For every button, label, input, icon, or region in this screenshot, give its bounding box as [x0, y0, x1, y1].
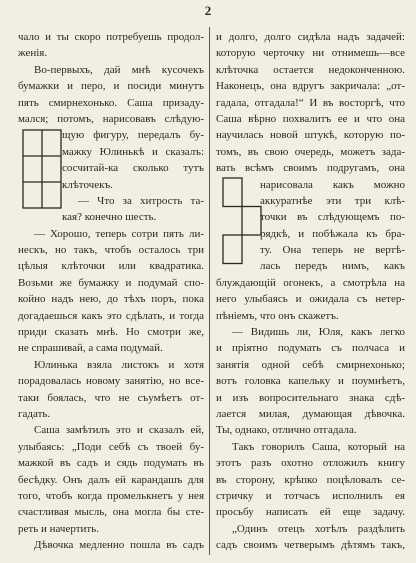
text-line: счастливая мысль, она могла бы сте- [18, 506, 204, 519]
text-line: — Видишь ли, Юля, какъ легко [232, 326, 405, 339]
text-line: не спрашивай, а сама подумай. [18, 342, 163, 355]
text-line: просьбу написать ей еще задачу. [216, 506, 405, 519]
text-line: научилась новой штукѣ, которую по- [216, 129, 405, 142]
text-line: улыбаясь: „Поди себѣ съ твоей бу- [18, 440, 204, 453]
text-line: бесѣдку. Онъ далъ ей карандашъ для [18, 473, 204, 486]
text-line: женія. [18, 47, 48, 60]
text-line: стричку и тотчасъ исполнилъ ея [216, 489, 405, 502]
right-column [216, 29, 405, 554]
text-line: рядкѣ, и побѣжала къ бра- [260, 227, 405, 240]
text-line: пѣніемъ, что онъ скажетъ. [216, 309, 339, 322]
text-line: того, чтобъ когда промелькнетъ у нея [18, 489, 204, 502]
text-line: этотъ разъ охотно отложилъ книгу [216, 457, 405, 470]
text-line: гадать. [18, 407, 51, 420]
column-divider [209, 27, 210, 555]
text-line: садъ своимъ четверымъ дѣтямъ такъ, [216, 539, 405, 552]
text-line: томъ, въ свою очередь, можетъ зада- [216, 145, 405, 158]
text-line: Во-первыхъ, дай мнѣ кусочекъ [34, 63, 204, 76]
text-line: точки въ слѣдующемъ по- [260, 211, 405, 224]
text-line: мался; потомъ, нарисовавъ слѣдую- [18, 112, 204, 125]
text-line: чало и ты скоро потребуешь продол- [18, 31, 204, 43]
text-line: порадовалась новому занятію, но все- [18, 375, 204, 388]
text-line: вотъ головка капельку и поумнѣетъ, [216, 375, 405, 388]
text-line: лается милая, думающая дѣвочка. [216, 407, 405, 420]
text-line: гадала, отгадала!“ И въ восторгѣ, что [216, 96, 405, 109]
text-line: койно надъ нею, до тѣхъ поръ, пока [18, 293, 204, 306]
text-line: реть и начертить. [18, 522, 99, 535]
text-line: него улыбаясь и ожидала съ нетер- [216, 293, 405, 306]
text-line: Юлинька взяла листокъ и хотя [34, 358, 204, 371]
text-line: Дѣвочка медленно пошла въ садъ [34, 539, 204, 552]
text-line: таки боялась, что не съумѣетъ от- [18, 391, 204, 404]
text-line: — Что за хитрость та- [78, 194, 204, 207]
text-line: кая? конечно шесть. [62, 211, 157, 224]
text-line: занятія одной себѣ смирнехонько; [216, 358, 405, 371]
text-line: аккуратнѣе эти три клѣ- [260, 194, 405, 207]
page-number: 2 [204, 3, 212, 18]
text-line: догадаешься какъ это сдѣлать, и тогда [18, 309, 204, 322]
text-line: нарисовала какъ можно [260, 178, 405, 191]
text-line: бумажки и перо, и посиди минутъ [18, 80, 204, 93]
text-line: цѣлыя клѣточки или квадратика. [18, 260, 204, 273]
text-line: и изъ вопросительнаго знака сдѣ- [216, 391, 405, 404]
text-line: которую черточку ни отнимешь—все [216, 47, 405, 60]
text-line: мажкой въ садъ и сядь подумать въ [18, 457, 204, 470]
text-line: блуждающій огонекъ, а смотрѣла на [216, 276, 405, 289]
text-line: клѣточекъ. [62, 178, 113, 191]
text-line: Саша замѣтилъ это и сказалъ ей, [34, 424, 204, 437]
text-line: Саша вѣрно похвалитъ ее и что она [216, 112, 405, 125]
text-line: щую фигуру, передалъ бу- [62, 129, 204, 142]
text-line: сосчитай-ка сколько тутъ [62, 162, 204, 175]
text-line: лась передъ нимъ, какъ [260, 260, 405, 273]
six-cell-grid-figure [22, 129, 62, 210]
text-line: пять смирнехонько. Саша призаду- [18, 96, 204, 109]
three-cell-solution-figure [222, 177, 262, 265]
text-line: клѣточка остается недоконченною. [216, 63, 405, 76]
text-line: мажку Юлинькѣ и сказалъ: [62, 145, 204, 158]
text-line: ту. Она теперь не вертѣ- [260, 244, 405, 257]
text-line: Наконецъ, она вдругъ закричала: „от- [216, 80, 405, 93]
text-line: и пріятно подумать съ полчаса и [216, 342, 405, 355]
text-line: въ сторону, крѣпко поцѣловалъ се- [216, 473, 405, 486]
text-line: Ты, однако, отлично отгадала. [216, 424, 357, 437]
text-line: Возьми же бумажку и подумай спо- [18, 276, 204, 289]
text-line: приди сказать мнѣ. Но смотри же, [18, 326, 204, 339]
text-line: — Хорошо, теперь сотри пять ли- [34, 227, 204, 240]
text-line: и долго, долго сидѣла надъ задачей: [216, 31, 405, 43]
text-line: Такъ говорилъ Саша, который на [232, 440, 405, 453]
text-line: нескъ, но такъ, чтобъ осталось три [18, 244, 204, 257]
text-line: „Одинъ отецъ хотѣлъ раздѣлить [232, 522, 405, 535]
left-column [18, 29, 204, 554]
text-line: вать всѣмъ своимъ подругамъ, она [216, 162, 405, 175]
